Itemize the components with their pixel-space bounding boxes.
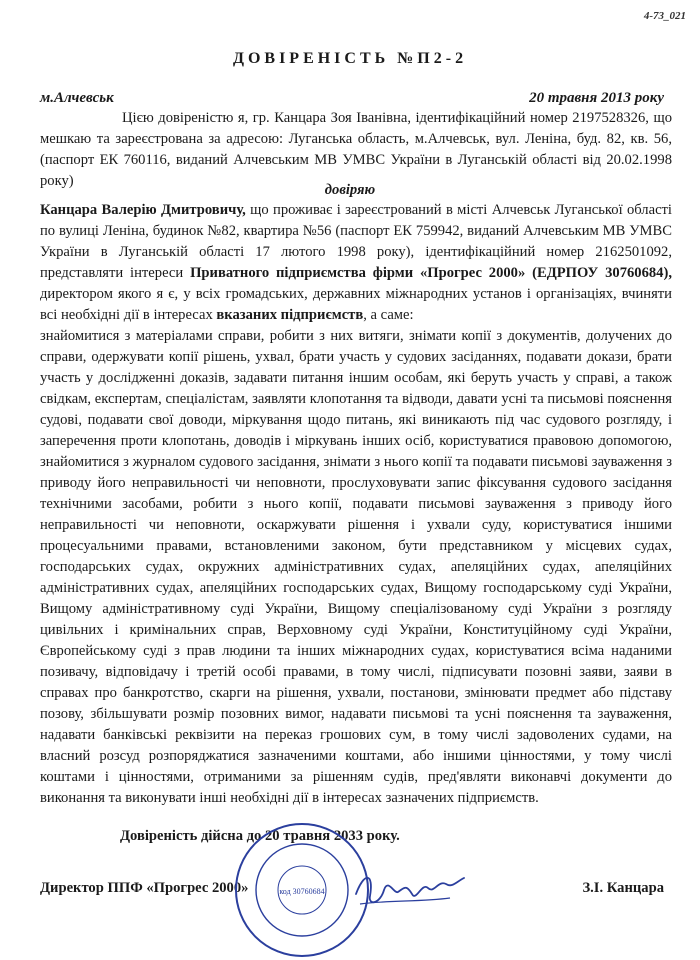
document-date: 20 травня 2013 року	[529, 90, 664, 106]
signer-initials: З.І. Канцара	[582, 880, 664, 896]
company-name: Приватного підприємства фірми «Прогрес 2000» (ЕДРПОУ 30760684),	[190, 265, 672, 281]
handwritten-signature	[350, 864, 470, 914]
svg-text:код 30760684: код 30760684	[279, 887, 325, 896]
trustee-text-1: що проживає і зареєстрований в місті Алчевськ Луганської області по вулиці Леніна, будинок №82, квартира №56 (паспорт ЕК 759942, виданий Алчевським МВ УМВС України в Луганській області 17 лютого 1998 року), ідентифікаційний номер 2162501092, представляти інтереси	[40, 202, 672, 281]
trustee-text-3: , а саме:	[363, 307, 414, 323]
trustee-name: Канцара Валерію Дмитровичу,	[40, 202, 246, 218]
trustee-paragraph	[40, 200, 672, 326]
place-date-row	[40, 90, 664, 107]
trustee-text-2: директором якого я є, у всіх громадських, державних міжнародних установ і організаціях, вчиняти всі необхідні дії в інтересах	[40, 286, 672, 323]
validity-statement: Довіреність дійсна до 20 травня 2033 року.	[120, 828, 400, 844]
enterprises-bold: вказаних підприємств	[216, 307, 364, 323]
place: м.Алчевськ	[40, 90, 114, 106]
powers-paragraph: знайомитися з матеріалами справи, робити з них витяги, знімати копії з документів, долучених до справи, одержувати копії рішень, ухвал, брати участь у судових засіданнях, подавати докази, брати участь у дослідженні доказів, задавати питання іншим особам, які беруть участь у справі, а також свідкам, експертам, спеціалістам, заявляти клопотання та відводи, давати усні та письмові пояснення судові, подавати свої доводи, міркування щодо питань, які виникають під час судового розгляду, і заперечення проти клопотань, доводів і міркувань інших осіб, користуватися правовою допомогою, знайомитися з журналом судового засідання, знімати з нього копії та подавати письмові зауваження з приводу його неправильності чи неповноти, прослуховувати запис фіксування судового засідання технічними засобами, робити з нього копії, подавати письмові зауваження з приводу його неправильності чи неповноти, оскаржувати рішення і ухвали суду, користуватися іншими процесуальними правами, встановленими законом, бути представником у місцевих судах, господарських судах, окружних адміністративних судах, апеляційних судах, апеляційних адміністративних судах, апеляційних господарських судах, Вищому господарському суді України, Вищому адміністративному суді України, Вищому спеціалізованому суді України з розгляду цивільних і кримінальних справ, Верховному суді України, Конституційному суді України, Європейському суді з прав людини та інших міжнародних судах, користуватися всіма наданими позивачу, відповідачу і третій особі правами, в тому числі, підписувати позовні заяви, заяви в справах про банкротство, скарги на рішення, ухвали, постанови, змінювати предмет або підставу позову, збільшувати розмір позовних вимог, надавати письмові та усні пояснення та зауваження, надавати банківські реквізити на переказ грошових сум, в тому числі задоволених судами, на власний розсуд розпоряджатися зазначеними коштами, або іншими цінностями, у тому числі коштами і цінностями, отриманими за рішенням судів, пред'являти виконавчі документи до виконання та виконувати інші необхідні дії в інтересах зазначених підприємств.	[40, 328, 672, 806]
intro-paragraph: Цією довіреністю я, гр. Канцара Зоя Іванівна, ідентифікаційний номер 2197528326, що мешкаю та зареєстрована за адресою: Луганська область, м.Алчевськ, вул. Леніна, буд. 82, кв. 56, (паспорт ЕК 760116, виданий Алчевським МВ УМВС України в Луганській області від 20.02.1998 року)	[40, 110, 672, 189]
signer-title: Директор ППФ «Прогрес 2000»	[40, 880, 249, 896]
document-number: 4-73_021	[643, 10, 686, 22]
trust-word: довіряю	[324, 182, 376, 198]
document-title: ДОВІРЕНІСТЬ №П2-2	[232, 50, 468, 67]
